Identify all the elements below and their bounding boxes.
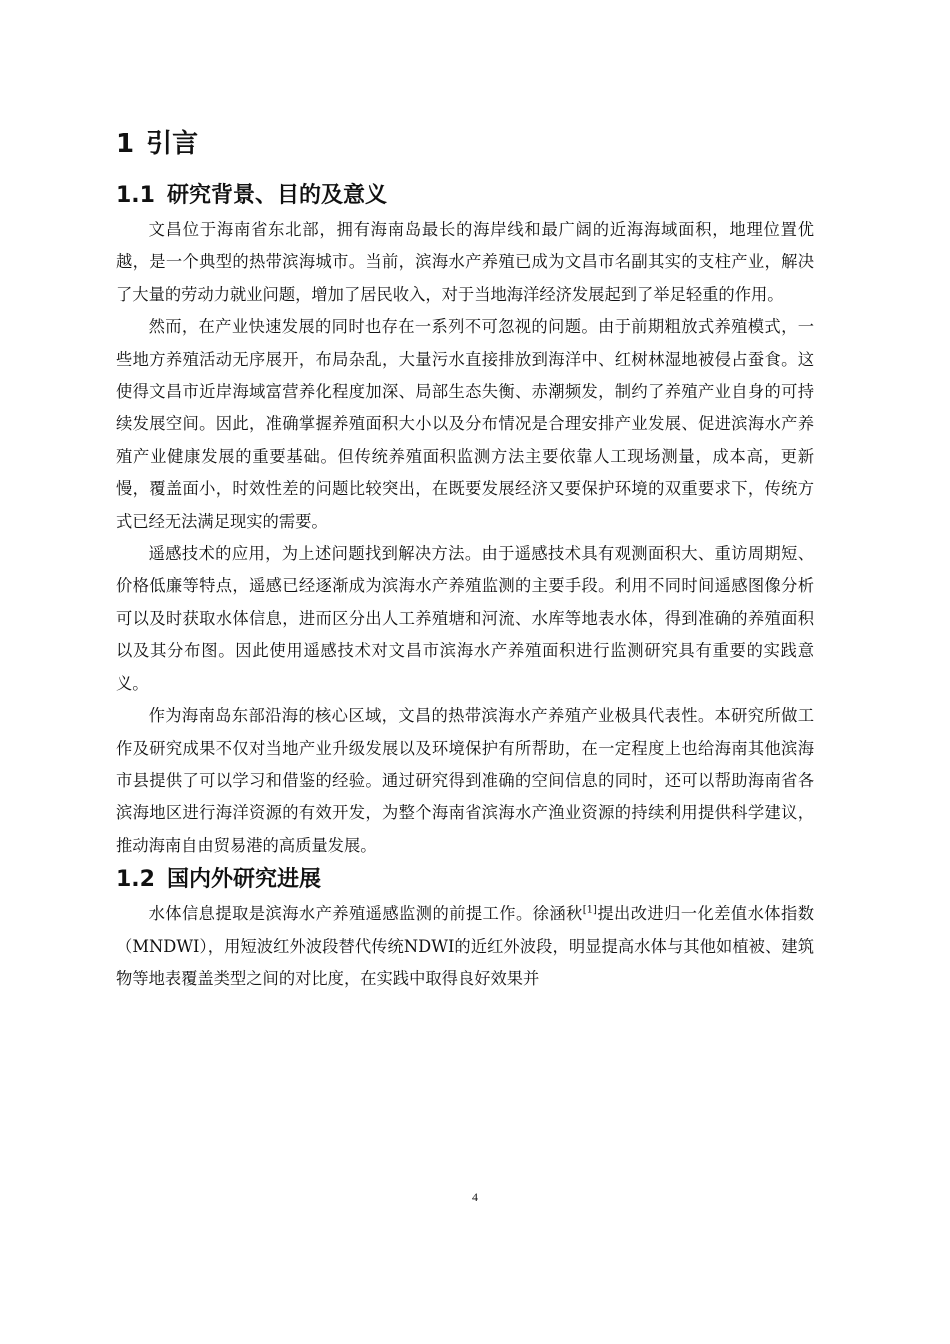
paragraph-text: 水体信息提取是滨海水产养殖遥感监测的前提工作。徐涵秋 <box>148 904 583 924</box>
paragraph <box>116 898 814 995</box>
paragraph: 作为海南岛东部沿海的核心区域，文昌的热带滨海水产养殖产业极具代表性。本研究所做工作及研究成果不仅对当地产业升级发展以及环境保护有所帮助，在一定程度上也给海南其他滨海市县提供了可以学习和借鉴的经验。通过研究得到准确的空间信息的同时，还可以帮助海南省各滨海地区进行海洋资源的有效开发，为整个海南省滨海水产渔业资源的持续利用提供科学建议，推动海南自由贸易港的高质量发展。 <box>116 706 814 855</box>
paragraph: 文昌位于海南省东北部，拥有海南岛最长的海岸线和最广阔的近海海域面积，地理位置优越，是一个典型的热带滨海城市。当前，滨海水产养殖已成为文昌市名副其实的支柱产业，解决了大量的劳动力就业问题，增加了居民收入，对于当地海洋经济发展起到了举足轻重的作用。 <box>116 220 814 304</box>
citation-reference[interactable]: [1] <box>582 904 597 916</box>
paragraph-text: 提出改进归一化差值水体指数（MNDWI），用短波红外波段替代传统NDWI的近红外波段，明显提高水体与其他如植被、建筑物等地表覆盖类型之间的对比度，在实践中取得良好效果并 <box>116 904 814 988</box>
paragraph: 然而，在产业快速发展的同时也存在一系列不可忽视的问题。由于前期粗放式养殖模式，一些地方养殖活动无序展开，布局杂乱，大量污水直接排放到海洋中、红树林湿地被侵占蚕食。这使得文昌市近岸海域富营养化程度加深、局部生态失衡、赤潮频发，制约了养殖产业自身的可持续发展空间。因此，准确掌握养殖面积大小以及分布情况是合理安排产业发展、促进滨海水产养殖产业健康发展的重要基础。但传统养殖面积监测方法主要依靠人工现场测量，成本高，更新慢，覆盖面小，时效性差的问题比较突出，在既要发展经济又要保护环境的双重要求下，传统方式已经无法满足现实的需要。 <box>116 317 814 531</box>
paragraph: 遥感技术的应用，为上述问题找到解决方法。由于遥感技术具有观测面积大、重访周期短、价格低廉等特点，遥感已经逐渐成为滨海水产养殖监测的主要手段。利用不同时间遥感图像分析可以及时获取水体信息，进而区分出人工养殖塘和河流、水库等地表水体，得到准确的养殖面积以及其分布图。因此使用遥感技术对文昌市滨海水产养殖面积进行监测研究具有重要的实践意义。 <box>116 544 814 693</box>
page-body <box>116 122 814 995</box>
chapter-title: 引言 <box>146 129 199 159</box>
chapter-heading <box>116 122 814 166</box>
section-number: 1.1 <box>116 183 155 208</box>
section-heading-1-1 <box>116 178 814 214</box>
chapter-number: 1 <box>116 129 135 159</box>
section-heading-1-2 <box>116 862 814 898</box>
section-title: 国内外研究进展 <box>166 867 321 893</box>
section-number: 1.2 <box>116 867 155 893</box>
page-number: 4 <box>472 1190 478 1204</box>
section-title: 研究背景、目的及意义 <box>166 183 387 208</box>
